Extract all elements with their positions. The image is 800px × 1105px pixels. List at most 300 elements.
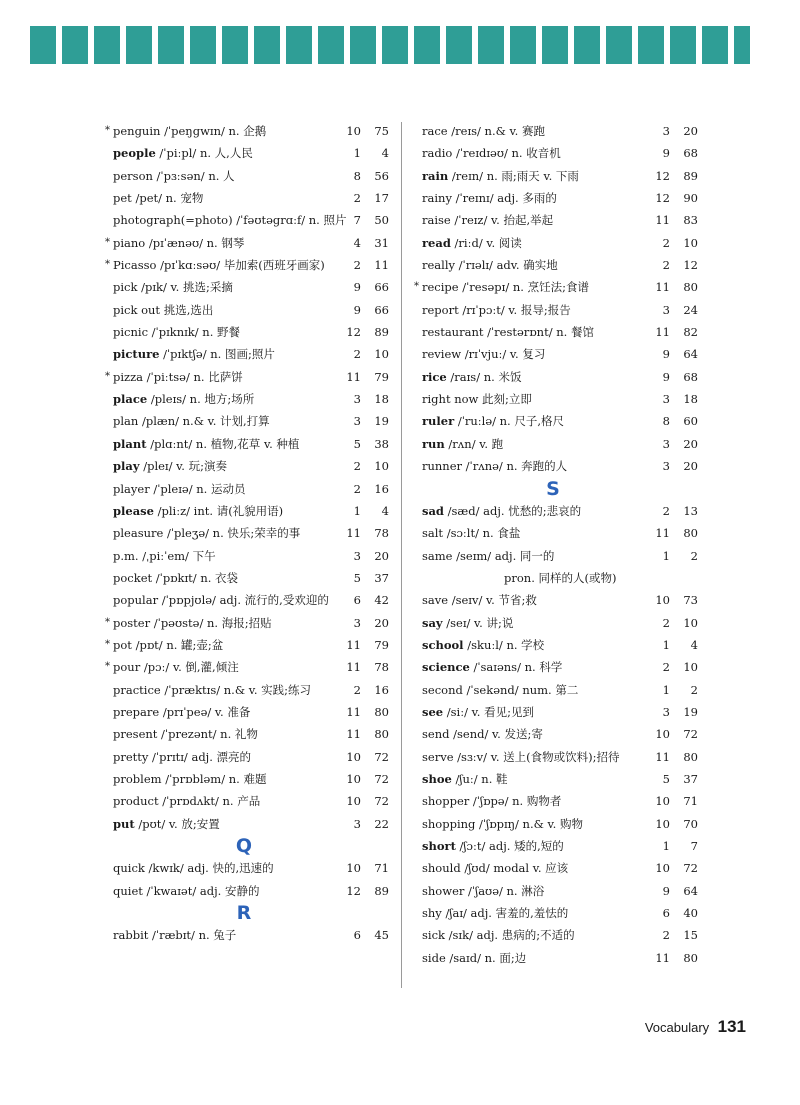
entry-unit: 3 <box>662 459 670 474</box>
entry-page: 20 <box>683 124 698 138</box>
entry-definition: /pleɪs/ n. 地方;场所 <box>147 392 255 407</box>
entry-word: piano <box>113 235 146 250</box>
entry-unit: 2 <box>662 258 670 273</box>
entry-unit: 11 <box>655 325 670 340</box>
entry-word: pick out <box>113 302 161 317</box>
page-number: 131 <box>717 1017 746 1036</box>
vocab-entry <box>105 612 389 634</box>
entry-word: second <box>422 682 463 697</box>
entry-definition: /seɪ/ v. 讲;说 <box>442 615 514 630</box>
vocab-entry <box>113 455 389 477</box>
entry-definition: /ˈpræktɪs/ n.& v. 实践;练习 <box>160 682 312 697</box>
vocab-entry <box>105 656 389 678</box>
vocab-entry <box>105 120 389 142</box>
entry-definition: /plæn/ n.& v. 计划,打算 <box>138 414 270 429</box>
entry-word: pleasure <box>113 526 164 541</box>
entry-unit: 2 <box>353 191 361 206</box>
vocab-entry <box>113 500 389 522</box>
vocab-entry <box>422 746 698 768</box>
vocab-entry <box>422 589 698 611</box>
entry-word: poster <box>113 615 151 630</box>
entry-page: 90 <box>683 191 698 206</box>
vocab-entry <box>422 924 698 946</box>
entry-page: 72 <box>683 727 698 742</box>
entry-definition: /ˈʃɒpɪŋ/ n.& v. 购物 <box>475 816 583 831</box>
entry-unit: 3 <box>353 548 361 563</box>
entry-unit: 3 <box>353 414 361 429</box>
header-banner <box>30 26 750 64</box>
entry-word: recipe <box>422 280 459 295</box>
vocab-entry <box>113 768 389 790</box>
required-word-marker: * <box>105 661 110 673</box>
entry-word: short <box>422 839 456 853</box>
entry-unit: 3 <box>662 302 670 317</box>
entry-page: 10 <box>683 615 698 630</box>
entry-page: 12 <box>683 258 698 273</box>
entry-word: serve <box>422 749 454 764</box>
vocab-entry <box>422 142 698 164</box>
entry-definition: /ˌpiːˈem/ 下午 <box>138 548 216 563</box>
entry-definition: /ˈpeŋgwɪn/ n. 企鹅 <box>160 124 267 138</box>
vocab-entry <box>422 232 698 254</box>
entry-word: photograph(=photo) <box>113 213 233 228</box>
entry-unit: 10 <box>346 749 361 764</box>
entry-unit: 10 <box>655 794 670 809</box>
vocab-entry <box>422 567 694 589</box>
entry-word: ruler <box>422 414 455 429</box>
entry-unit: 11 <box>655 213 670 228</box>
vocab-entry <box>113 321 389 343</box>
vocab-entry <box>422 366 698 388</box>
entry-unit: 3 <box>353 816 361 831</box>
vocab-entry <box>113 142 389 164</box>
entry-definition: /pɪˈænəʊ/ n. 钢琴 <box>145 235 245 250</box>
entry-definition: /ˈpiːpl/ n. 人,人民 <box>155 146 253 161</box>
entry-definition: /riːd/ v. 阅读 <box>450 235 522 250</box>
entry-unit: 1 <box>662 839 670 853</box>
entry-word: picture <box>113 347 160 362</box>
vocab-entry <box>105 366 389 388</box>
entry-page: 83 <box>683 213 698 228</box>
entry-word: person <box>113 168 153 183</box>
entry-unit: 1 <box>662 548 670 563</box>
vocab-entry <box>422 790 698 812</box>
entry-page: 2 <box>690 682 698 697</box>
vocab-entry <box>422 410 698 432</box>
entry-page: 19 <box>683 704 698 719</box>
entry-definition: /siː/ v. 看见;见到 <box>443 704 534 719</box>
entry-definition: /ˈpleɪə/ n. 运动员 <box>149 481 246 496</box>
entry-unit: 10 <box>655 861 670 876</box>
entry-word: salt <box>422 526 444 541</box>
entry-page: 80 <box>683 749 698 764</box>
entry-definition: /ˈrɪəlɪ/ adv. 确实地 <box>455 258 558 273</box>
entry-page: 89 <box>374 883 389 898</box>
vocab-entry <box>422 522 698 544</box>
entry-page: 89 <box>683 168 698 183</box>
vocab-entry <box>113 813 389 835</box>
entry-page: 89 <box>374 325 389 340</box>
entry-word: pocket <box>113 570 153 585</box>
entry-word: rain <box>422 168 449 183</box>
entry-word: run <box>422 436 445 451</box>
entry-word: rainy <box>422 191 452 206</box>
entry-definition: /sæd/ adj. 忧愁的;悲哀的 <box>443 503 582 518</box>
entry-word: popular <box>113 593 159 608</box>
vocab-entry <box>422 768 698 790</box>
vocab-entry <box>422 321 698 343</box>
entry-unit: 11 <box>346 704 361 719</box>
entry-definition: pron. 同样的人(或物) <box>504 570 617 585</box>
entry-definition: /rʌn/ v. 跑 <box>444 436 504 451</box>
entry-word: problem <box>113 771 162 786</box>
entry-unit: 5 <box>353 436 361 451</box>
vocab-entry <box>113 924 389 946</box>
vocabulary-column-left <box>105 120 389 947</box>
entry-unit: 11 <box>655 280 670 295</box>
entry-word: race <box>422 124 448 138</box>
entry-word: pot <box>113 637 132 652</box>
entry-word: shy <box>422 906 442 921</box>
entry-page: 20 <box>683 459 698 474</box>
entry-unit: 1 <box>353 503 361 518</box>
entry-page: 22 <box>374 816 389 831</box>
entry-unit: 7 <box>353 213 361 228</box>
vocab-entry <box>422 299 698 321</box>
entry-definition: /reɪn/ n. 雨;雨天 v. 下雨 <box>448 168 579 183</box>
entry-word: see <box>422 704 444 719</box>
entry-unit: 10 <box>346 794 361 809</box>
entry-word: rice <box>422 369 447 384</box>
entry-unit: 12 <box>346 325 361 340</box>
entry-page: 78 <box>374 526 389 541</box>
entry-unit: 9 <box>662 347 670 362</box>
entry-page: 10 <box>374 459 389 474</box>
entry-definition: /ˈʃaʊə/ n. 淋浴 <box>464 883 545 898</box>
entry-unit: 2 <box>662 928 670 943</box>
entry-page: 11 <box>374 258 389 273</box>
entry-word: quiet <box>113 883 143 898</box>
entry-page: 38 <box>374 436 389 451</box>
entry-unit: 6 <box>353 928 361 943</box>
entry-page: 72 <box>374 749 389 764</box>
entry-page: 18 <box>374 392 389 407</box>
entry-unit: 9 <box>662 146 670 161</box>
entry-page: 80 <box>683 950 698 965</box>
entry-page: 20 <box>683 436 698 451</box>
entry-word: plant <box>113 436 147 451</box>
entry-word: p.m. <box>113 548 139 563</box>
vocab-entry <box>113 187 389 209</box>
required-word-marker: * <box>105 638 110 650</box>
entry-page: 72 <box>683 861 698 876</box>
vocab-entry <box>113 299 389 321</box>
entry-page: 66 <box>374 302 389 317</box>
entry-page: 40 <box>683 906 698 921</box>
required-word-marker: * <box>414 281 419 293</box>
entry-unit: 2 <box>662 660 670 675</box>
entry-page: 15 <box>683 928 698 943</box>
entry-word: radio <box>422 146 453 161</box>
entry-unit: 9 <box>662 883 670 898</box>
entry-unit: 11 <box>655 950 670 965</box>
entry-page: 78 <box>374 660 389 675</box>
entry-page: 4 <box>690 637 698 652</box>
entry-word: place <box>113 392 148 407</box>
entry-word: send <box>422 727 450 742</box>
vocab-entry <box>422 165 698 187</box>
entry-page: 20 <box>374 615 389 630</box>
entry-word: present <box>113 727 158 742</box>
entry-definition: /pɪˈkɑːsəʊ/ 毕加索(西班牙画家) <box>156 258 325 273</box>
entry-definition: /pɔː/ v. 倒,灌,倾注 <box>140 660 239 675</box>
entry-word: rabbit <box>113 928 149 943</box>
entry-word: Picasso <box>113 258 157 273</box>
entry-word: practice <box>113 682 161 697</box>
entry-unit: 8 <box>662 414 670 429</box>
entry-unit: 12 <box>655 191 670 206</box>
entry-word: restaurant <box>422 325 484 340</box>
entry-page: 80 <box>374 704 389 719</box>
vocab-entry <box>414 276 698 298</box>
entry-definition: /pliːz/ int. 请(礼貌用语) <box>153 503 284 518</box>
entry-unit: 6 <box>353 593 361 608</box>
entry-word: side <box>422 950 446 965</box>
entry-page: 80 <box>374 727 389 742</box>
footer-label: Vocabulary <box>644 1020 710 1035</box>
vocab-entry <box>105 232 389 254</box>
entry-word: shopper <box>422 794 470 809</box>
entry-definition: /sɜːv/ v. 送上(食物或饮料);招待 <box>453 749 620 764</box>
column-divider <box>401 122 402 988</box>
entry-page: 68 <box>683 369 698 384</box>
vocab-entry <box>422 656 698 678</box>
entry-definition: 此刻;立即 <box>478 392 532 407</box>
entry-unit: 2 <box>353 347 361 362</box>
entry-page: 79 <box>374 637 389 652</box>
page-footer <box>645 1017 746 1037</box>
entry-definition: /ˈpɜːsən/ n. 人 <box>152 168 235 183</box>
entry-page: 10 <box>683 235 698 250</box>
entry-definition: /ˈræbɪt/ n. 兔子 <box>148 928 237 943</box>
entry-definition: /ˈpɒkɪt/ n. 衣袋 <box>152 570 239 585</box>
entry-word: pour <box>113 660 141 675</box>
vocab-entry <box>113 857 389 879</box>
entry-definition: /send/ v. 发送;寄 <box>449 727 543 742</box>
required-word-marker: * <box>105 616 110 628</box>
vocab-entry <box>113 746 389 768</box>
entry-page: 16 <box>374 481 389 496</box>
vocab-entry <box>422 187 698 209</box>
entry-definition: /ˈfəʊtəgrɑːf/ n. 照片 <box>232 213 347 228</box>
entry-definition: /pʊt/ v. 放;安置 <box>134 816 220 831</box>
vocab-entry <box>422 835 698 857</box>
entry-definition: /ˈruːlə/ n. 尺子,格尺 <box>454 414 565 429</box>
entry-unit: 6 <box>662 906 670 921</box>
vocab-entry <box>113 522 389 544</box>
entry-word: put <box>113 816 135 831</box>
entry-page: 71 <box>683 794 698 809</box>
entry-unit: 1 <box>662 682 670 697</box>
entry-unit: 3 <box>662 392 670 407</box>
entry-page: 50 <box>374 213 389 228</box>
entry-unit: 5 <box>353 570 361 585</box>
entry-word: shopping <box>422 816 476 831</box>
vocab-entry <box>422 679 698 701</box>
entry-word: school <box>422 637 464 652</box>
vocab-entry <box>422 813 698 835</box>
entry-page: 72 <box>374 794 389 809</box>
entry-definition: /prɪˈpeə/ v. 准备 <box>159 704 251 719</box>
entry-definition: /ʃʊd/ modal v. 应该 <box>460 861 569 876</box>
entry-unit: 11 <box>346 727 361 742</box>
vocab-entry <box>422 209 698 231</box>
entry-page: 56 <box>374 168 389 183</box>
entry-unit: 3 <box>662 436 670 451</box>
entry-word: please <box>113 503 154 518</box>
entry-definition: /ˈreɪdɪəʊ/ n. 收音机 <box>452 146 561 161</box>
entry-definition: /ˈpəʊstə/ n. 海报;招贴 <box>150 615 272 630</box>
entry-page: 75 <box>374 124 389 138</box>
entry-unit: 10 <box>346 771 361 786</box>
entry-definition: /ˈpiːtsə/ n. 比萨饼 <box>143 369 243 384</box>
vocab-entry <box>422 701 698 723</box>
entry-unit: 11 <box>346 637 361 652</box>
entry-page: 18 <box>683 392 698 407</box>
section-letter: Q <box>235 835 253 857</box>
vocab-entry <box>113 790 389 812</box>
vocab-entry <box>422 634 698 656</box>
entry-page: 13 <box>683 503 698 518</box>
entry-page: 72 <box>374 771 389 786</box>
entry-unit: 1 <box>353 146 361 161</box>
vocab-entry <box>422 343 698 365</box>
entry-unit: 1 <box>662 637 670 652</box>
entry-word: prepare <box>113 704 160 719</box>
entry-page: 80 <box>683 280 698 295</box>
entry-definition: /ˈpleʒə/ n. 快乐;荣幸的事 <box>163 526 301 541</box>
entry-page: 64 <box>683 883 698 898</box>
entry-page: 24 <box>683 302 698 317</box>
vocab-entry <box>422 433 698 455</box>
entry-definition: /rɪˈvjuː/ v. 复习 <box>461 347 546 362</box>
entry-page: 42 <box>374 593 389 608</box>
entry-page: 82 <box>683 325 698 340</box>
entry-word: raise <box>422 213 451 228</box>
vocab-entry <box>113 701 389 723</box>
entry-definition: /ˈprɪtɪ/ adj. 漂亮的 <box>148 749 252 764</box>
entry-word: sad <box>422 503 444 518</box>
entry-page: 37 <box>683 771 698 786</box>
vocab-entry <box>422 947 698 969</box>
entry-unit: 11 <box>346 526 361 541</box>
entry-word: penguin <box>113 124 161 138</box>
entry-unit: 9 <box>353 302 361 317</box>
entry-page: 70 <box>683 816 698 831</box>
entry-definition: /pet/ n. 宠物 <box>131 191 204 206</box>
entry-word: picnic <box>113 325 149 340</box>
entry-definition: /ˈsaɪəns/ n. 科学 <box>469 660 563 675</box>
entry-word: people <box>113 146 156 161</box>
vocab-entry <box>422 455 698 477</box>
vocab-entry <box>422 612 698 634</box>
entry-word: pizza <box>113 369 144 384</box>
entry-definition: /ˈreɪnɪ/ adj. 多雨的 <box>451 191 557 206</box>
entry-definition: /ˈpɪknɪk/ n. 野餐 <box>148 325 241 340</box>
entry-definition: /ˈrʌnə/ n. 奔跑的人 <box>462 459 568 474</box>
entry-page: 71 <box>374 861 389 876</box>
vocab-entry <box>422 120 698 142</box>
vocab-entry <box>105 254 389 276</box>
vocab-entry <box>105 634 389 656</box>
entry-definition: /sɪk/ adj. 患病的;不适的 <box>445 928 575 943</box>
entry-word: report <box>422 302 459 317</box>
entry-page: 68 <box>683 146 698 161</box>
entry-unit: 3 <box>662 704 670 719</box>
vocabulary-column-right <box>414 120 698 969</box>
entry-definition: /pleɪ/ v. 玩;演奏 <box>139 459 227 474</box>
entry-unit: 2 <box>353 258 361 273</box>
section-letter: R <box>236 902 252 925</box>
vocab-entry <box>113 209 389 231</box>
entry-page: 31 <box>374 235 389 250</box>
entry-definition: /reɪs/ n.& v. 赛跑 <box>447 124 545 138</box>
entry-word: pet <box>113 191 132 206</box>
entry-page: 60 <box>683 414 698 429</box>
vocab-entry <box>113 276 389 298</box>
entry-definition: /ˈpɪktʃə/ n. 图画;照片 <box>159 347 275 362</box>
vocab-entry <box>113 343 389 365</box>
vocab-entry <box>422 880 698 902</box>
entry-unit: 12 <box>655 168 670 183</box>
entry-word: pick <box>113 280 138 295</box>
entry-word: right now <box>422 392 479 407</box>
entry-word: save <box>422 593 449 608</box>
vocab-entry <box>422 254 698 276</box>
entry-unit: 2 <box>662 615 670 630</box>
entry-word: play <box>113 459 140 474</box>
vocab-entry <box>113 723 389 745</box>
entry-definition: /skuːl/ n. 学校 <box>463 637 545 652</box>
entry-word: plan <box>113 414 139 429</box>
entry-definition: /ˈresəpɪ/ n. 烹饪法;食谱 <box>458 280 589 295</box>
vocab-entry <box>113 679 389 701</box>
entry-page: 66 <box>374 280 389 295</box>
vocab-entry <box>113 880 389 902</box>
entry-page: 16 <box>374 682 389 697</box>
entry-page: 4 <box>381 146 389 161</box>
entry-definition: /ˈkwaɪət/ adj. 安静的 <box>142 883 260 898</box>
entry-page: 64 <box>683 347 698 362</box>
entry-word: read <box>422 235 451 250</box>
entry-word: quick <box>113 861 145 876</box>
entry-unit: 2 <box>662 503 670 518</box>
vocab-entry <box>422 857 698 879</box>
entry-page: 20 <box>374 548 389 563</box>
entry-definition: /pɪk/ v. 挑选;采摘 <box>137 280 233 295</box>
vocab-entry <box>113 388 389 410</box>
entry-unit: 10 <box>346 861 361 876</box>
entry-definition: /ˈrestərɒnt/ n. 餐馆 <box>483 325 594 340</box>
section-letter: S <box>546 477 560 500</box>
entry-page: 4 <box>381 503 389 518</box>
entry-unit: 11 <box>346 660 361 675</box>
entry-unit: 2 <box>353 481 361 496</box>
entry-unit: 10 <box>655 816 670 831</box>
entry-definition: /ʃɔːt/ adj. 矮的,短的 <box>455 839 564 853</box>
entry-page: 10 <box>374 347 389 362</box>
vocab-entry <box>113 545 389 567</box>
